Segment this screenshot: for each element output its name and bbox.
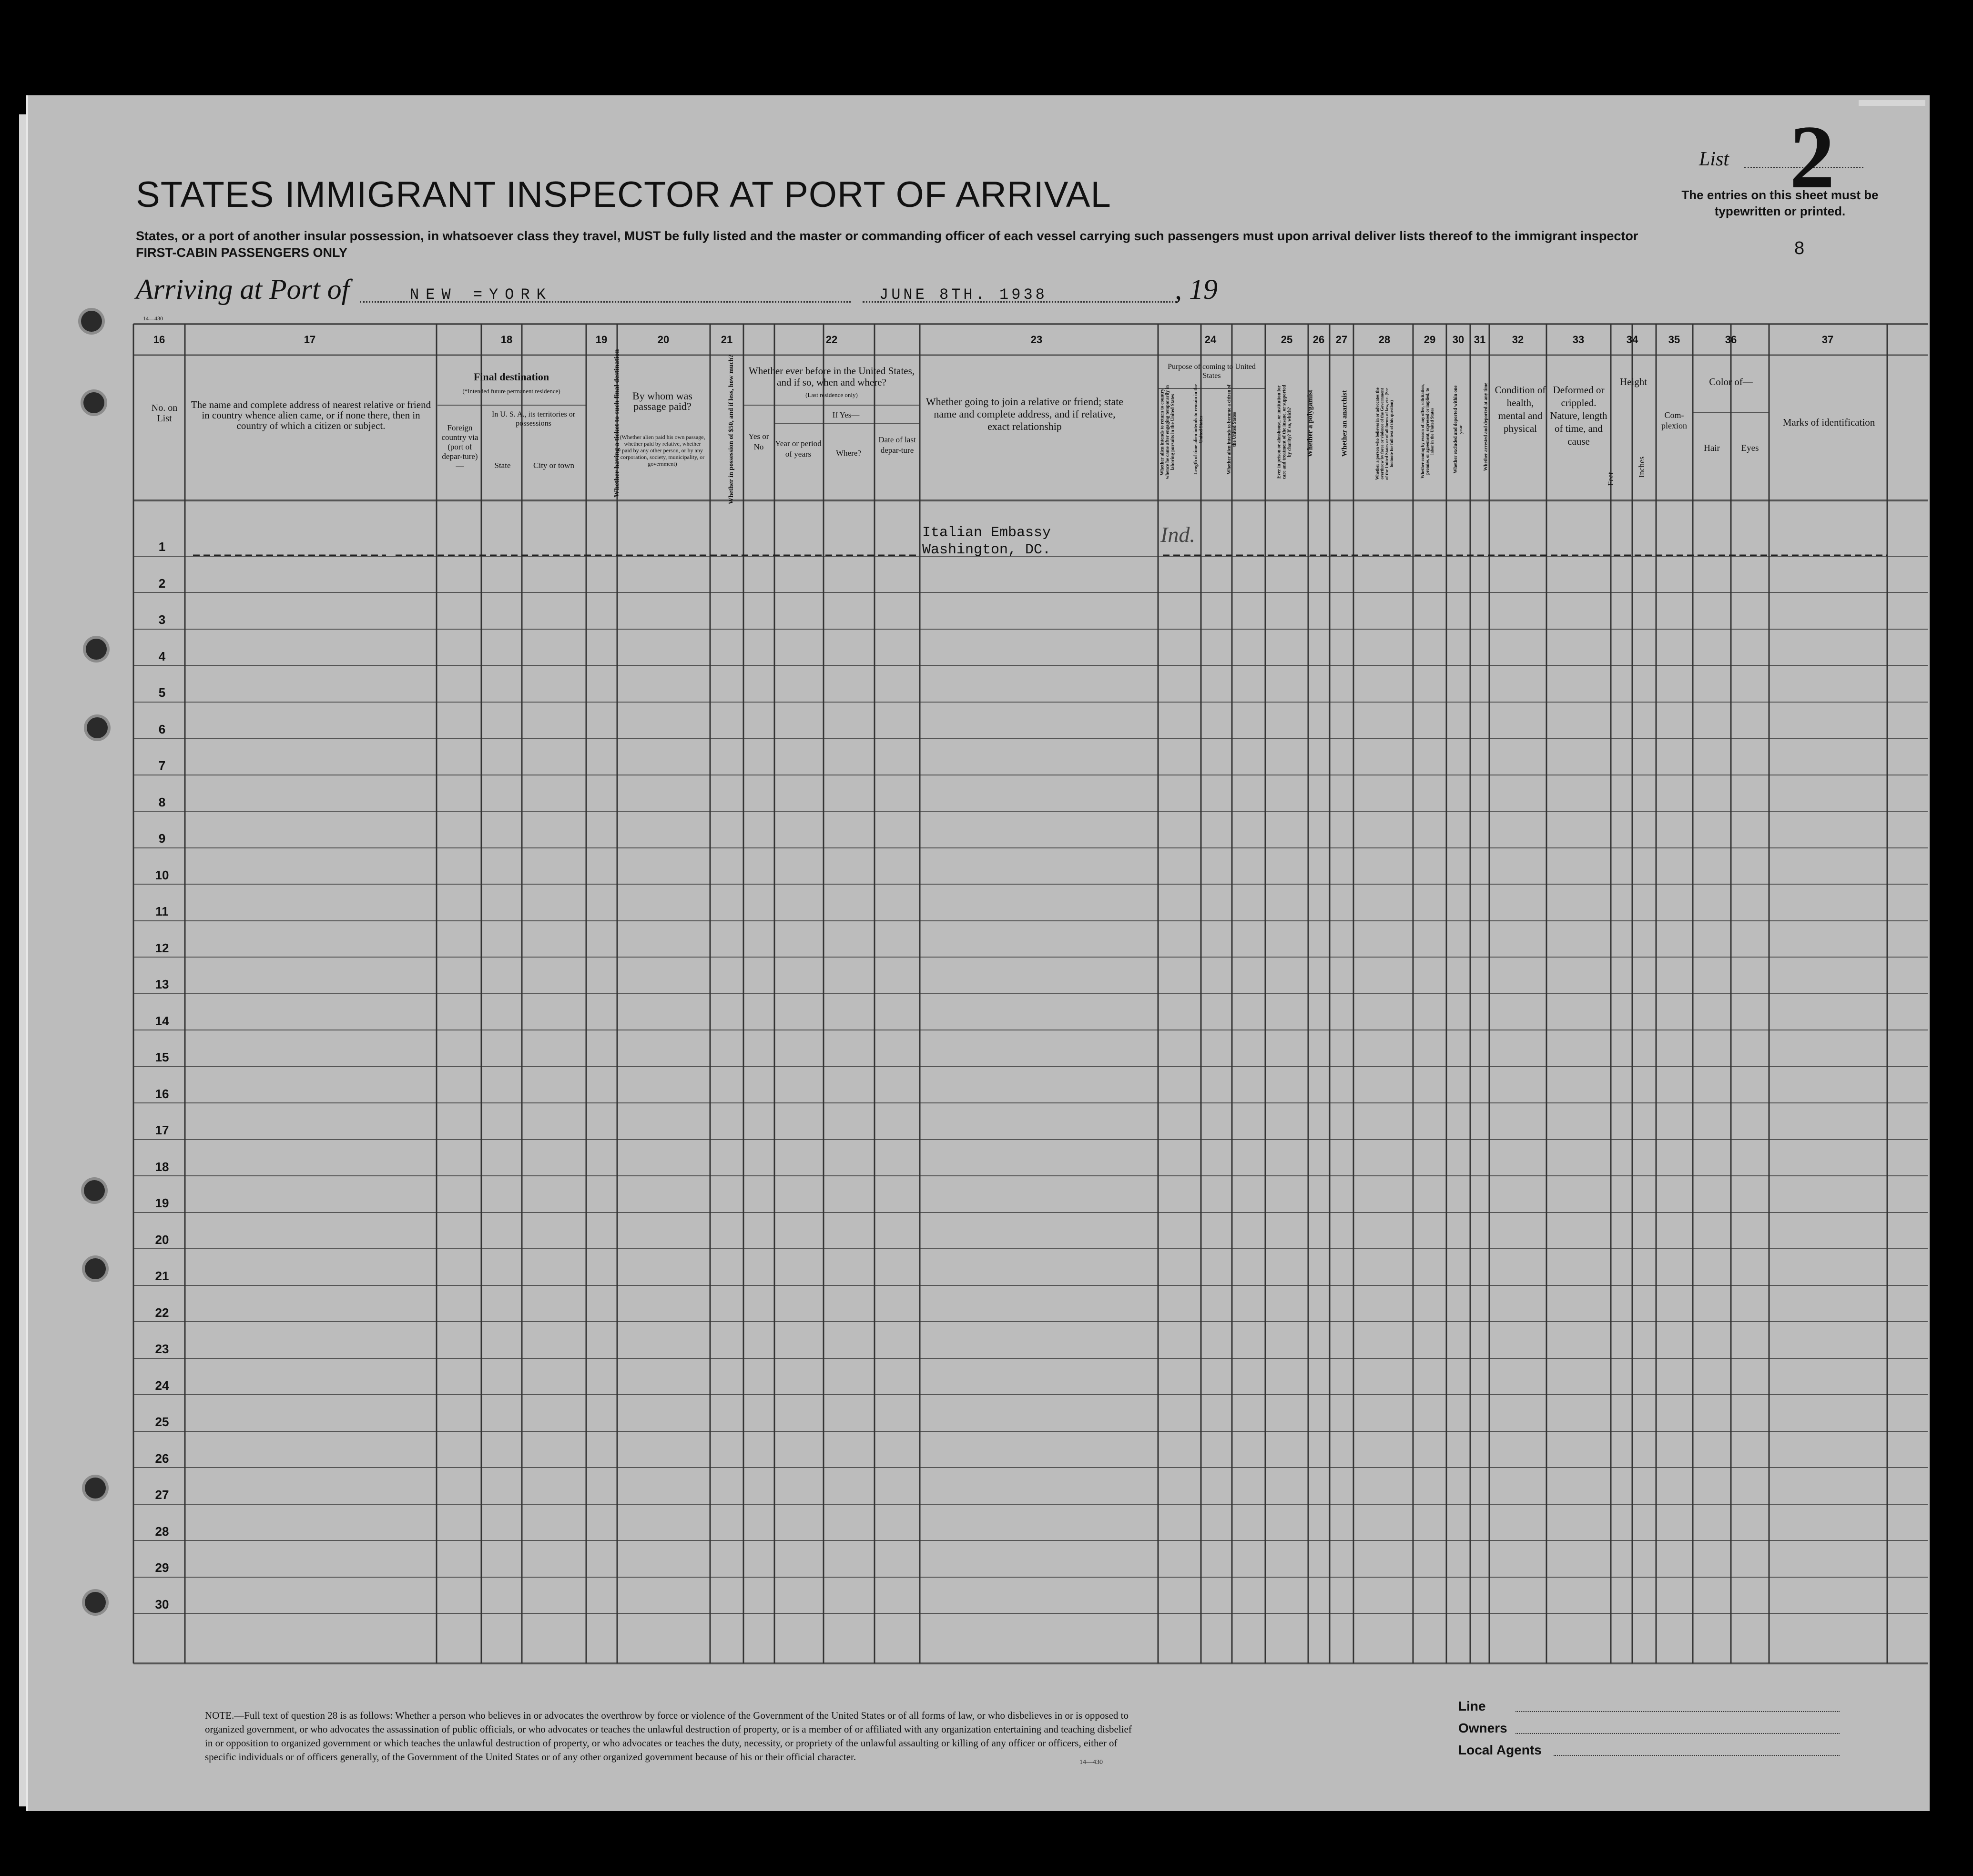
col16-header: No. on List (151, 403, 178, 424)
row-number: 15 (155, 1050, 169, 1064)
arriving-label: Arriving at Port of (136, 274, 350, 305)
column-number: 22 (825, 334, 838, 346)
agents-signature-line (1554, 1755, 1840, 1756)
column-number: 33 (1572, 334, 1585, 346)
list-number: 2 (1790, 107, 1835, 207)
col33-header: Deformed or crippled. Nature, length of time, and cause (1550, 384, 1607, 447)
column-number: 24 (1204, 334, 1217, 346)
col22-title: Whether ever before in the United States, and if so, when and where? (748, 365, 915, 388)
row-number: 30 (155, 1597, 169, 1611)
row-number: 29 (155, 1560, 169, 1575)
row-number: 27 (155, 1488, 169, 1502)
col36-title: Color of— (1709, 376, 1753, 387)
row-number: 16 (155, 1087, 169, 1101)
column-number: 16 (153, 334, 165, 346)
row-number: 7 (158, 758, 166, 773)
col24c-header: Whether alien intends to become a citizen of the United States (1227, 384, 1237, 475)
column-number: 18 (500, 334, 513, 346)
col24a-header: Whether alien intends to return to country whence he came after engaging temporarily in laboring pursuits in the United States (1159, 385, 1176, 479)
sheet-number: 8 (1794, 238, 1805, 258)
column-number: 19 (595, 334, 608, 346)
col34-feet: Feet (1606, 472, 1615, 486)
col22-yesno: Yes or No (748, 432, 769, 451)
col18-city: City or town (533, 461, 574, 470)
col22-date: Date of last depar-ture (878, 435, 916, 455)
col18-title: Final destination (473, 371, 549, 383)
column-number: 23 (1030, 334, 1043, 346)
row-number: 18 (155, 1160, 169, 1174)
col17-header: The name and complete address of nearest relative or friend in country whence alien came, or if none there, then in country of which a citizen or subject. (191, 399, 431, 431)
row-number: 11 (155, 904, 169, 918)
col34-inches: Inches (1637, 456, 1646, 478)
col20-title: By whom was passage paid? (632, 390, 692, 412)
column-number: 30 (1452, 334, 1464, 346)
col34-title: Height (1619, 376, 1648, 387)
col18-state: State (494, 461, 511, 470)
footer-form-code: 14—430 (1079, 1759, 1103, 1766)
row-number: 4 (158, 649, 166, 663)
port-value: NEW =YORK (410, 286, 552, 304)
col29-header: Whether coming by reason of any offer, solicitation, promise, or agreement, expressed or implied, to labor in the United States (1420, 384, 1434, 479)
row-number: 1 (158, 540, 166, 554)
footnote: NOTE.—Full text of question 28 is as follows: Whether a person who believes in or advocates the overthrow by force or violence of the Government of the United States or of all forms of law, or who disbelieves in or is opposed to organized government, or who advocates the assassination of public officials, or who advocates or teaches the unlawful destruction of property, or is a member of or affiliated with any organization entertaining and teaching disbelief in or opposition to organized government or which teaches the unlawful destruction of property, or who advocates or teaches the duty, necessity, or propriety of the unlawful assaulting or killing of any officer or officers, either of specific individuals or of officers generally, of the Government of the United States or of any other organized government because of his or their official character. (205, 1710, 1132, 1763)
col26-header: Whether a polygamist (1306, 389, 1314, 458)
col21-header: Whether in possession of $50, and if less, how much? (728, 354, 735, 504)
column-number: 31 (1474, 334, 1486, 346)
row-number: 24 (155, 1378, 169, 1393)
col22-period: Year or period of years (775, 439, 822, 459)
local-agents-label: Local Agents (1458, 1743, 1542, 1757)
row-number: 8 (158, 795, 166, 809)
column-number: 34 (1626, 334, 1638, 346)
row-number: 9 (158, 831, 166, 846)
col32-header: Condition of health, mental and physical (1495, 384, 1546, 434)
col23-header: Whether going to join a relative or friend; state name and complete address, and if relative, exact relationship (925, 396, 1124, 432)
col35-header: Com-plexion (1661, 410, 1687, 430)
column-number: 37 (1821, 334, 1834, 346)
row-number: 25 (155, 1415, 169, 1429)
line-label: Line (1458, 1699, 1486, 1713)
list-label: List (1699, 148, 1729, 170)
row-number: 10 (155, 868, 169, 882)
column-number: 29 (1424, 334, 1436, 346)
col37-header: Marks of identification (1782, 417, 1875, 428)
col18-usa: In U. S. A., its territories or possessions (491, 410, 576, 428)
form-title: STATES IMMIGRANT INSPECTOR AT PORT OF ARRIVAL (136, 174, 1111, 215)
column-number: 26 (1312, 334, 1325, 346)
owners-label: Owners (1458, 1721, 1507, 1735)
row1-col24-handwritten: Ind. (1160, 522, 1195, 547)
column-number: 28 (1378, 334, 1391, 346)
instructions-line: States, or a port of another insular possession, in whatsoever class they travel, MUST be fully listed and the master or commanding officer of each vessel carrying such passengers must upon arrival deliver lists thereof to the immigrant inspector (136, 229, 1638, 243)
row-number: 28 (155, 1524, 169, 1539)
row-number: 23 (155, 1342, 169, 1356)
column-number: 27 (1335, 334, 1348, 346)
column-number: 21 (721, 334, 733, 346)
row-number: 17 (155, 1123, 169, 1137)
row1-col23-line1: Italian Embassy (922, 525, 1051, 541)
column-number: 25 (1281, 334, 1293, 346)
col30-header: Whether excluded and deported within one year (1453, 385, 1464, 474)
col24b-header: Length of time alien intends to remain in the United States (1193, 384, 1204, 475)
row-number: 12 (155, 941, 169, 955)
row-number: 5 (158, 685, 166, 700)
col28-header: Whether a person who believes in or advocates the overthrow by force or violence of the Government of the United States or of all forms of law, etc. (See footnote for full text of this question) (1375, 387, 1394, 480)
col19-header: Whether having a ticket to such final destination (613, 349, 621, 498)
col36-eyes: Eyes (1741, 443, 1759, 453)
col31-header: Whether arrested and deported at any time (1483, 382, 1489, 471)
col22-sub: (Last residence only) (805, 391, 858, 398)
col18-sub: (*Intended future permanent residence) (462, 387, 560, 395)
col18-foreign: Foreign country via (port of depar-ture)— (441, 423, 478, 470)
column-number: 17 (304, 334, 316, 346)
passenger-class-line: FIRST-CABIN PASSENGERS ONLY (136, 245, 348, 260)
arrival-date: JUNE 8TH. 1938 (879, 286, 1048, 304)
column-number: 35 (1668, 334, 1680, 346)
row-number: 2 (158, 576, 166, 591)
row1-col23-line2: Washington, DC. (922, 542, 1051, 558)
column-number: 32 (1512, 334, 1524, 346)
typewritten-note: The entries on this sheet must be typewritten or printed. (1681, 188, 1879, 218)
row-number: 3 (158, 612, 166, 627)
row-number: 22 (155, 1305, 169, 1320)
row-number: 19 (155, 1196, 169, 1210)
line-signature-line (1515, 1711, 1840, 1712)
form-code-top: 14—430 (143, 315, 163, 322)
year-prefix: , 19 (1175, 274, 1218, 305)
column-number: 36 (1725, 334, 1737, 346)
row-number: 26 (155, 1451, 169, 1466)
row-number: 21 (155, 1269, 169, 1283)
col27-header: Whether an anarchist (1341, 390, 1349, 457)
col22-where: Where? (836, 449, 861, 458)
col24-title: Purpose of coming to United States (1168, 363, 1256, 380)
col22-ifyes: If Yes— (832, 410, 860, 419)
row-number: 20 (155, 1233, 169, 1247)
row-number: 6 (158, 722, 166, 736)
row-number: 14 (155, 1014, 169, 1028)
col25-header: Ever in prison or almshouse, or institution for care and treatment of the insane, or supported by charity? If so, which? (1276, 385, 1292, 479)
col36-hair: Hair (1704, 443, 1720, 453)
column-number: 20 (657, 334, 670, 346)
col20-sub: (Whether alien paid his own passage, whether paid by relative, whether paid by any other person, or by any corporation, society, municipality, or government) (620, 434, 705, 467)
row-number: 13 (155, 977, 169, 991)
owners-signature-line (1515, 1733, 1840, 1734)
